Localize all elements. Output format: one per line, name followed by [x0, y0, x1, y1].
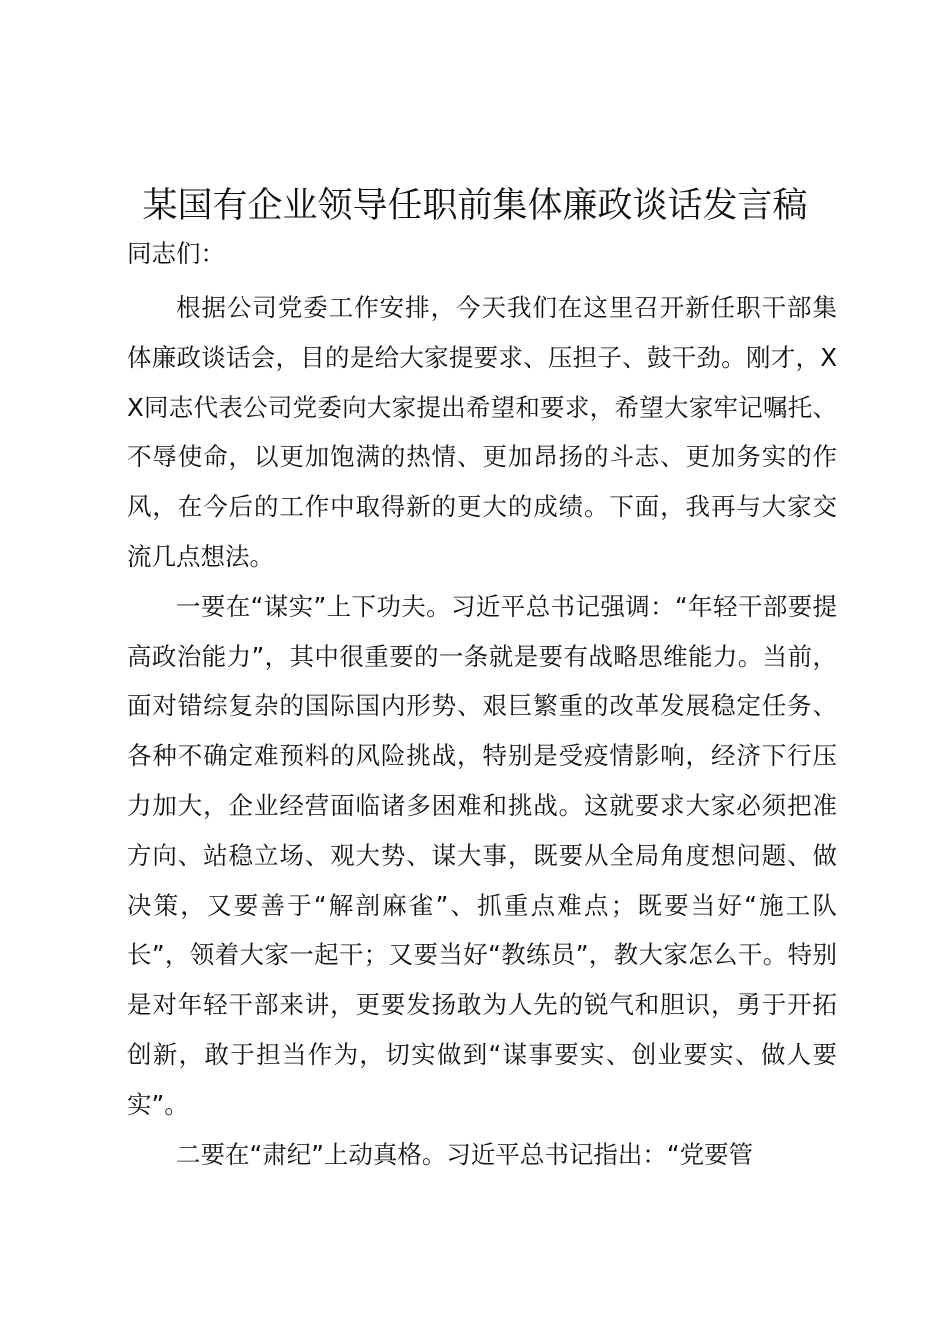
- paragraph-point-one: 一要在“谋实”上下功夫。习近平总书记强调：“年轻干部要提高政治能力”，其中很重要的一条就是要有战略思维能力。当前，面对错综复杂的国际国内形势、艰巨繁重的改革发展稳定任务、各种不确定难预料的风险挑战，特别是受疫情影响，经济下行压力加大，企业经营面临诸多困难和挑战。这就要求大家必须把准方向、站稳立场、观大势、谋大事，既要从全局角度想问题、做决策，又要善于“解剖麻雀”、抓重点难点；既要当好“施工队长”，领着大家一起干；又要当好“教练员”，教大家怎么干。特别是对年轻干部来讲，更要发扬敢为人先的锐气和胆识，勇于开拓创新，敢于担当作为，切实做到“谋事要实、创业要实、做人要实”。: [127, 591, 837, 1119]
- document-body: [127, 283, 837, 1179]
- salutation: 同志们：: [127, 239, 225, 268]
- paragraph-point-two: 二要在“肃纪”上动真格。习近平总书记指出：“党要管: [176, 1139, 754, 1169]
- paragraph-intro: 根据公司党委工作安排，今天我们在这里召开新任职干部集体廉政谈话会，目的是给大家提要求、压担子、鼓干劲。刚才，XX同志代表公司党委向大家提出希望和要求，希望大家牢记嘱托、不辱使命，以更加饱满的热情、更加昂扬的斗志、更加务实的作风，在今后的工作中取得新的更大的成绩。下面，我再与大家交流几点想法。: [127, 293, 837, 571]
- document-title: 某国有企业领导任职前集体廉政谈话发言稿: [142, 186, 808, 226]
